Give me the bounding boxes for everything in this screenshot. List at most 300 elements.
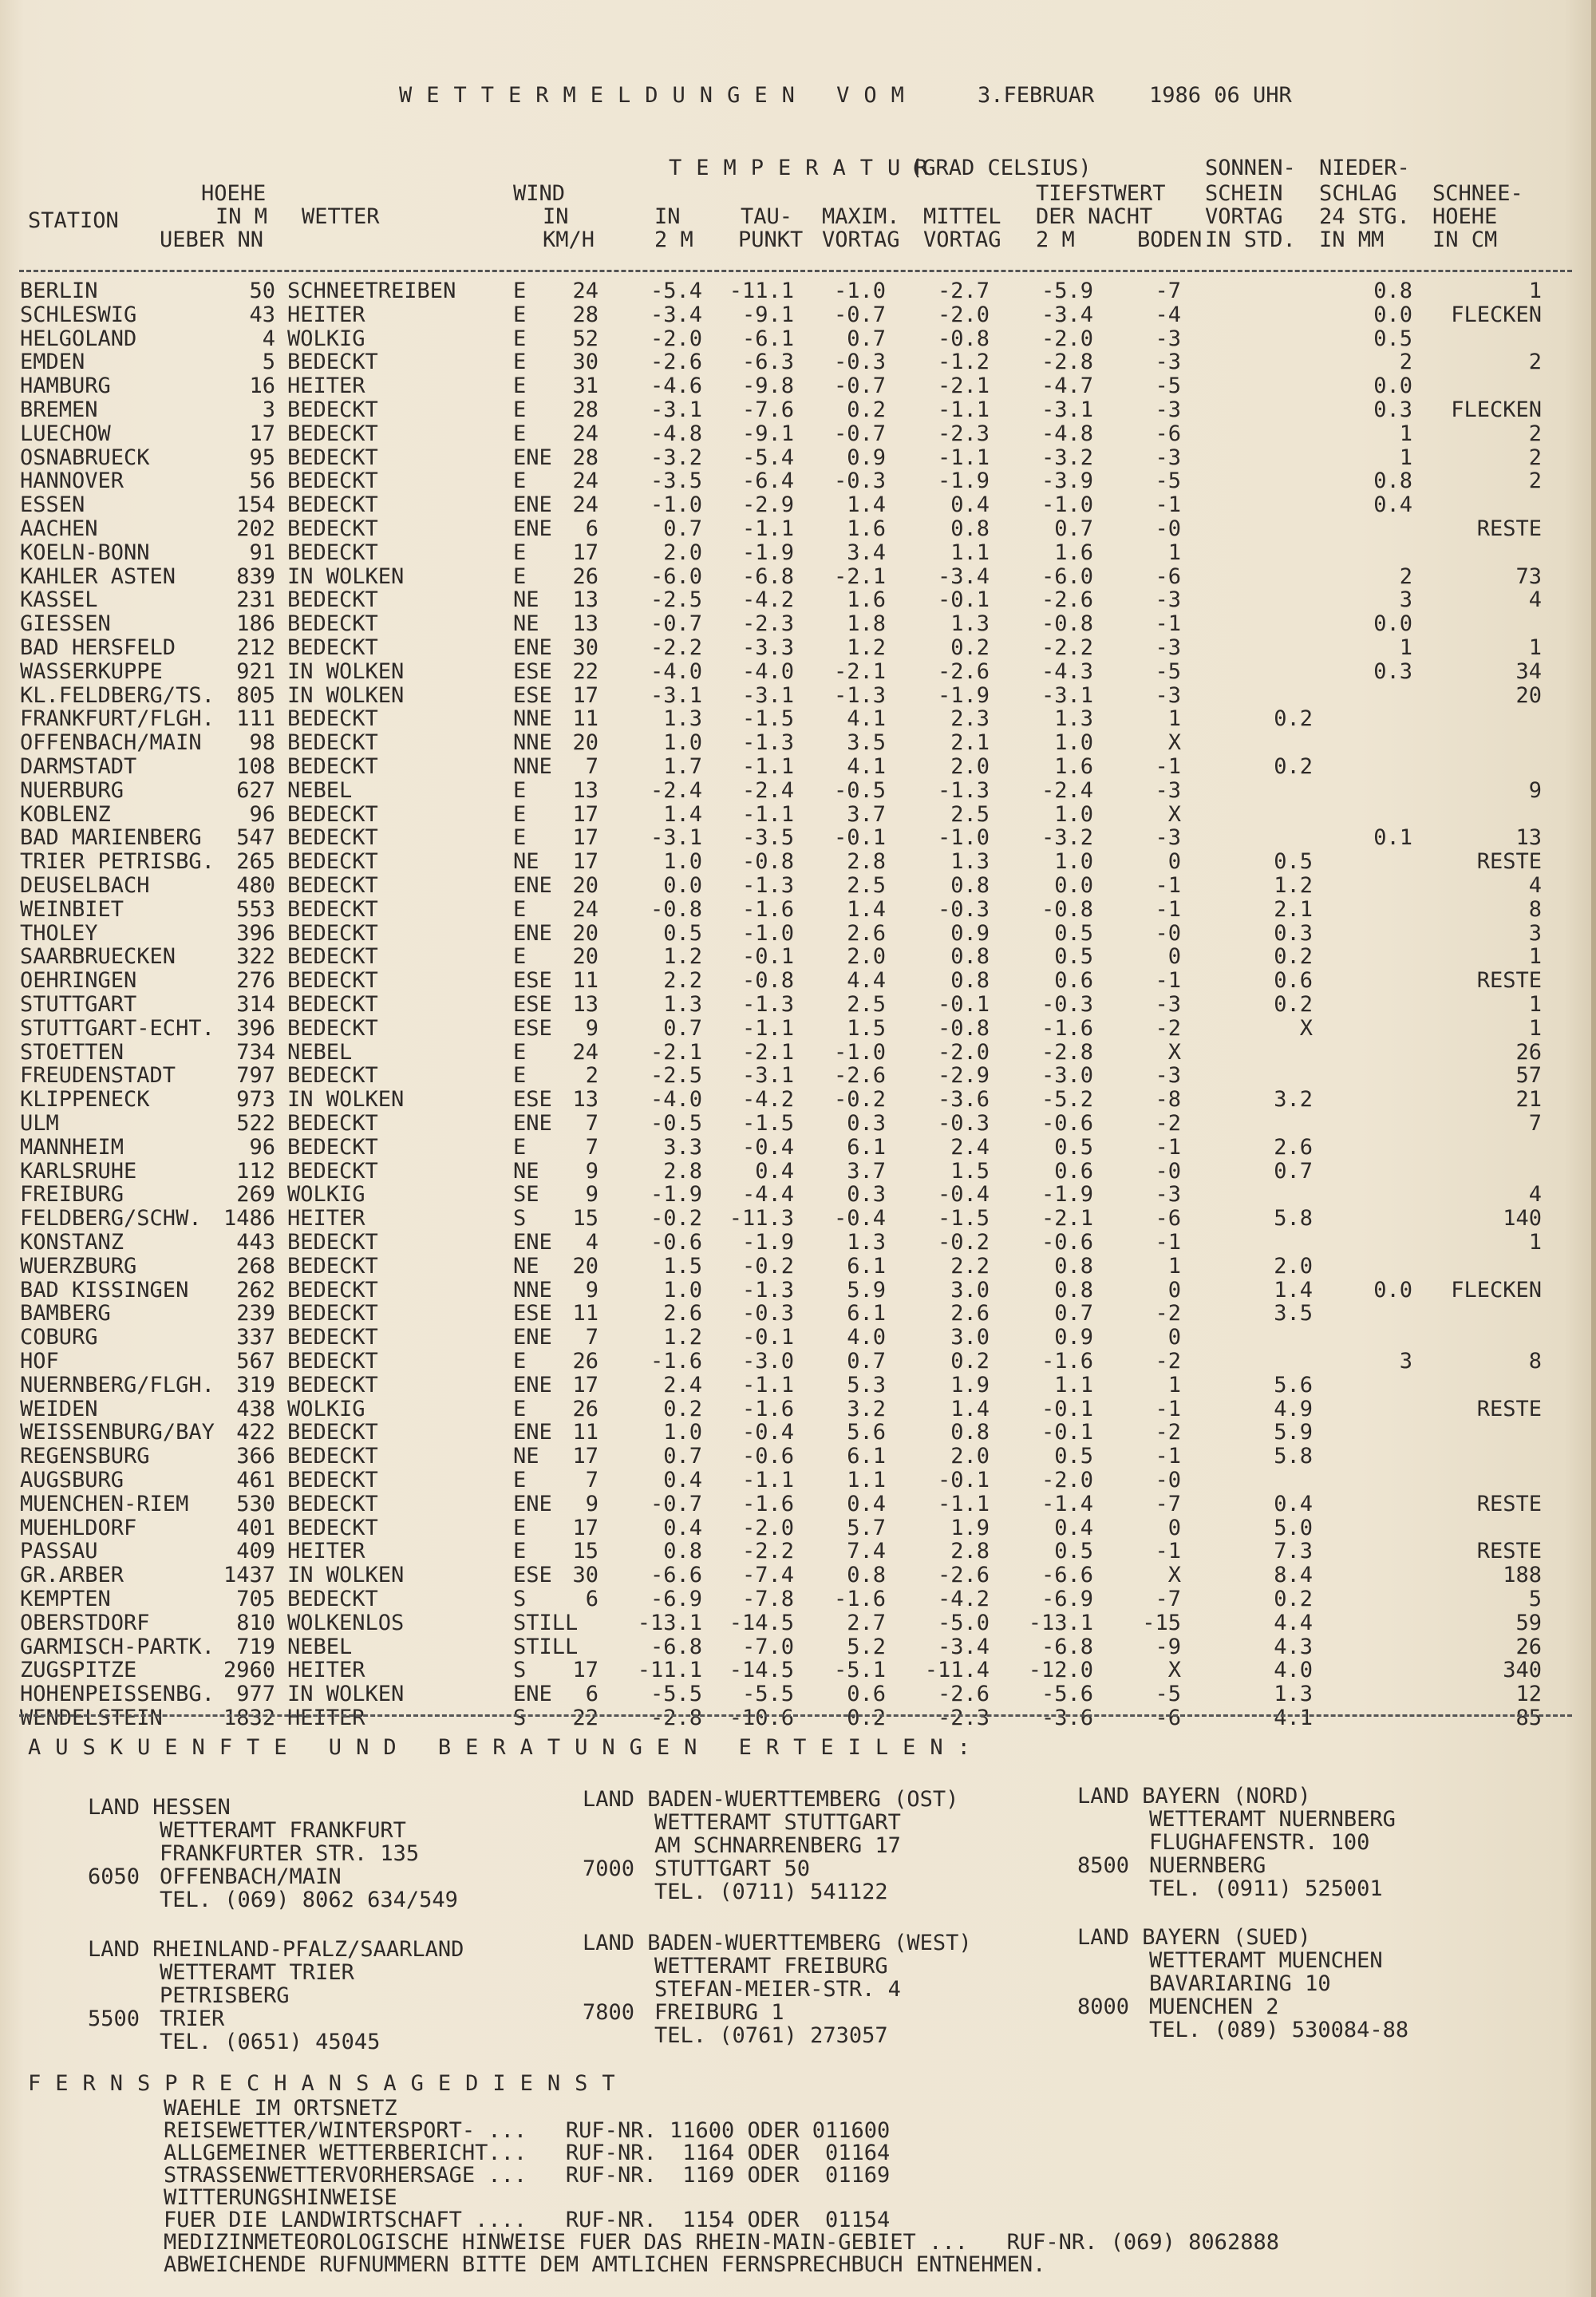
- cell-temp-2m: -6.0: [650, 564, 702, 589]
- cell-station: OSNABRUECK: [20, 445, 150, 470]
- cell-wind-dir: E: [513, 1539, 527, 1564]
- cell-wind-dir: ENE: [513, 1325, 552, 1350]
- fernsprech-line: WITTERUNGSHINWEISE: [164, 2185, 397, 2210]
- cell-mittel: 2.5: [950, 802, 990, 827]
- cell-maxim: 2.6: [847, 921, 886, 946]
- cell-hoehe: 43: [249, 302, 275, 327]
- cell-taupunkt: -1.1: [741, 802, 794, 827]
- table-row: [0, 1564, 1596, 1587]
- cell-station: THOLEY: [20, 921, 98, 946]
- table-end-rule: [19, 1714, 1572, 1717]
- cell-schnee: 1: [1528, 279, 1542, 303]
- auskunft-heading: AUSKUENFTE UND BERATUNGEN ERTEILEN:: [28, 1735, 985, 1760]
- contact-street: STEFAN-MEIER-STR. 4: [654, 1977, 901, 2002]
- cell-temp-2m: -2.4: [650, 778, 702, 803]
- table-row: [0, 588, 1596, 612]
- cell-taupunkt: -0.6: [741, 1444, 794, 1469]
- cell-hoehe: 108: [236, 754, 275, 779]
- cell-station: PASSAU: [20, 1539, 98, 1564]
- cell-tiefst-2m: -2.0: [1041, 326, 1093, 351]
- cell-sonne: 4.3: [1274, 1635, 1313, 1659]
- cell-tiefst-2m: 0.7: [1054, 516, 1093, 541]
- cell-station: DARMSTADT: [20, 754, 137, 779]
- cell-boden: -3: [1155, 587, 1181, 612]
- cell-wind-speed: 13: [572, 992, 598, 1017]
- cell-wetter: WOLKIG: [287, 1182, 365, 1207]
- cell-taupunkt: -6.1: [741, 326, 794, 351]
- table-row: [0, 350, 1596, 374]
- cell-station: NUERBURG: [20, 778, 124, 803]
- cell-taupunkt: -9.1: [741, 421, 794, 446]
- cell-boden: -1: [1155, 897, 1181, 922]
- table-row: [0, 1041, 1596, 1065]
- cell-wind-dir: ESE: [513, 1563, 552, 1587]
- cell-station: OBERSTDORF: [20, 1611, 150, 1635]
- cell-wetter: IN WOLKEN: [287, 659, 405, 684]
- cell-taupunkt: -0.4: [741, 1420, 794, 1445]
- cell-boden: -0: [1155, 516, 1181, 541]
- cell-taupunkt: -1.3: [741, 992, 794, 1017]
- cell-mittel: -0.2: [937, 1230, 990, 1255]
- cell-temp-2m: -2.1: [650, 1040, 702, 1065]
- cell-wetter: IN WOLKEN: [287, 1682, 405, 1706]
- cell-wind-speed: 7: [585, 754, 598, 779]
- cell-wind-dir: ESE: [513, 1087, 552, 1112]
- cell-temp-2m: -1.9: [650, 1182, 702, 1207]
- cell-hoehe: 977: [236, 1682, 275, 1706]
- cell-mittel: -3.4: [937, 564, 990, 589]
- cell-station: KAHLER ASTEN: [20, 564, 176, 589]
- cell-wetter: NEBEL: [287, 778, 353, 803]
- cell-temp-2m: 0.0: [663, 873, 702, 898]
- cell-hoehe: 3: [262, 397, 275, 422]
- cell-temp-2m: 1.0: [663, 1278, 702, 1303]
- cell-mittel: 1.3: [950, 611, 990, 636]
- header-tiefst-2: DER NACHT: [1036, 204, 1153, 229]
- cell-wetter: BEDECKT: [287, 897, 378, 922]
- cell-wetter: BEDECKT: [287, 849, 378, 874]
- cell-wind-dir: ESE: [513, 659, 552, 684]
- cell-hoehe: 530: [236, 1492, 275, 1516]
- cell-sonne: 4.0: [1274, 1658, 1313, 1682]
- cell-tiefst-2m: -2.1: [1041, 1206, 1093, 1231]
- cell-wetter: HEITER: [287, 1706, 365, 1730]
- cell-tiefst-2m: -0.6: [1041, 1230, 1093, 1255]
- cell-wind-speed: 24: [572, 421, 598, 446]
- contact-zip: 6050: [88, 1864, 140, 1889]
- cell-tiefst-2m: -3.4: [1041, 302, 1093, 327]
- cell-boden: -5: [1155, 468, 1181, 493]
- table-row: [0, 922, 1596, 946]
- cell-sonne: 0.2: [1274, 706, 1313, 731]
- cell-taupunkt: -1.1: [741, 1373, 794, 1398]
- cell-schnee: 73: [1515, 564, 1542, 589]
- cell-wind-dir: ENE: [513, 516, 552, 541]
- cell-tiefst-2m: -3.1: [1041, 397, 1093, 422]
- cell-wind-speed: 24: [572, 1040, 598, 1065]
- cell-taupunkt: -1.5: [741, 1111, 794, 1136]
- table-row: [0, 1374, 1596, 1398]
- cell-wind-dir: E: [513, 1063, 527, 1088]
- cell-wind-speed: 28: [572, 397, 598, 422]
- cell-taupunkt: -3.0: [741, 1349, 794, 1374]
- cell-wetter: BEDECKT: [287, 1373, 378, 1398]
- cell-wind-speed: 17: [572, 1658, 598, 1682]
- cell-maxim: -0.4: [833, 1206, 886, 1231]
- cell-temp-2m: -1.6: [650, 1349, 702, 1374]
- cell-wind-speed: 20: [572, 1254, 598, 1279]
- cell-station: HOHENPEISSENBG.: [20, 1682, 215, 1706]
- cell-nieder: 0.4: [1373, 492, 1412, 517]
- cell-temp-2m: 0.4: [663, 1468, 702, 1492]
- cell-boden: -15: [1142, 1611, 1181, 1635]
- cell-temp-2m: -0.7: [650, 611, 702, 636]
- table-row: [0, 1231, 1596, 1255]
- table-row: [0, 660, 1596, 684]
- cell-nieder: 1: [1399, 421, 1412, 446]
- header-mittel-2: VORTAG: [923, 227, 1001, 252]
- cell-wetter: NEBEL: [287, 1040, 353, 1065]
- cell-maxim: 0.8: [847, 1563, 886, 1587]
- cell-nieder: 0.0: [1373, 374, 1412, 398]
- cell-wetter: BEDECKT: [287, 516, 378, 541]
- cell-taupunkt: -6.3: [741, 350, 794, 374]
- cell-mittel: -0.1: [937, 992, 990, 1017]
- cell-temp-2m: 1.2: [663, 944, 702, 969]
- cell-wind-dir: E: [513, 421, 527, 446]
- cell-tiefst-2m: -3.9: [1041, 468, 1093, 493]
- cell-nieder: 0.8: [1373, 468, 1412, 493]
- cell-boden: -5: [1155, 374, 1181, 398]
- cell-sonne: 0.6: [1274, 968, 1313, 993]
- header-hoehe-2: IN M: [215, 204, 268, 229]
- cell-hoehe: 2960: [223, 1658, 275, 1682]
- cell-mittel: 0.4: [950, 492, 990, 517]
- cell-wetter: BEDECKT: [287, 1468, 378, 1492]
- cell-boden: -2: [1155, 1349, 1181, 1374]
- cell-sonne: 0.2: [1274, 1587, 1313, 1611]
- cell-sonne: 0.7: [1274, 1159, 1313, 1184]
- cell-wetter: IN WOLKEN: [287, 564, 405, 589]
- cell-taupunkt: -1.3: [741, 1278, 794, 1303]
- cell-tiefst-2m: -3.2: [1041, 825, 1093, 850]
- cell-wind-dir: S: [513, 1587, 527, 1611]
- cell-boden: -7: [1155, 279, 1181, 303]
- cell-temp-2m: 2.4: [663, 1373, 702, 1398]
- cell-maxim: 1.3: [847, 1230, 886, 1255]
- cell-hoehe: 337: [236, 1325, 275, 1350]
- cell-hoehe: 56: [249, 468, 275, 493]
- cell-taupunkt: -9.1: [741, 302, 794, 327]
- cell-taupunkt: -5.5: [741, 1682, 794, 1706]
- contact-zip: 7000: [583, 1856, 635, 1881]
- cell-maxim: 2.0: [847, 944, 886, 969]
- cell-wind-dir: ENE: [513, 1420, 552, 1445]
- cell-station: REGENSBURG: [20, 1444, 150, 1469]
- cell-taupunkt: -3.1: [741, 683, 794, 708]
- cell-maxim: 1.4: [847, 897, 886, 922]
- table-row: [0, 731, 1596, 755]
- cell-station: WEISSENBURG/BAY: [20, 1420, 215, 1445]
- cell-station: TRIER PETRISBG.: [20, 849, 215, 874]
- cell-tiefst-2m: 0.5: [1054, 1135, 1093, 1160]
- table-row: [0, 327, 1596, 351]
- cell-wind-dir: E: [513, 1349, 527, 1374]
- cell-wind-dir: S: [513, 1658, 527, 1682]
- cell-wind-dir: NNE: [513, 1278, 552, 1303]
- table-row: [0, 493, 1596, 517]
- cell-hoehe: 1832: [223, 1706, 275, 1730]
- table-row: [0, 1350, 1596, 1374]
- cell-tiefst-2m: 1.6: [1054, 754, 1093, 779]
- cell-maxim: 3.5: [847, 730, 886, 755]
- cell-sonne: 5.0: [1274, 1516, 1313, 1540]
- cell-wind-dir: NE: [513, 611, 539, 636]
- cell-mittel: 2.1: [950, 730, 990, 755]
- cell-maxim: 6.1: [847, 1254, 886, 1279]
- cell-mittel: 1.9: [950, 1373, 990, 1398]
- cell-station: STUTTGART-ECHT.: [20, 1016, 215, 1041]
- contact-office: WETTERAMT TRIER: [160, 1960, 354, 1985]
- contact-zip: 8500: [1077, 1853, 1130, 1878]
- header-tiefst-4: BODEN: [1137, 227, 1203, 252]
- cell-hoehe: 96: [249, 1135, 275, 1160]
- cell-boden: -1: [1155, 873, 1181, 898]
- cell-sonne: 0.2: [1274, 944, 1313, 969]
- cell-tiefst-2m: -6.9: [1041, 1587, 1093, 1611]
- cell-mittel: 1.5: [950, 1159, 990, 1184]
- cell-wetter: HEITER: [287, 1658, 365, 1682]
- cell-wind-speed: 7: [585, 1111, 598, 1136]
- table-row: [0, 707, 1596, 731]
- cell-tiefst-2m: 0.8: [1054, 1254, 1093, 1279]
- cell-temp-2m: -2.6: [650, 350, 702, 374]
- cell-taupunkt: -1.9: [741, 1230, 794, 1255]
- cell-mittel: -1.2: [937, 350, 990, 374]
- cell-sonne: 4.4: [1274, 1611, 1313, 1635]
- header-sonne-1: SONNEN-: [1205, 156, 1296, 180]
- cell-wind-speed: 17: [572, 849, 598, 874]
- cell-hoehe: 1437: [223, 1563, 275, 1587]
- cell-wind-dir: SE: [513, 1182, 539, 1207]
- cell-schnee: 2: [1528, 350, 1542, 374]
- cell-wind-speed: 15: [572, 1206, 598, 1231]
- cell-boden: 1: [1167, 1254, 1181, 1279]
- cell-wind-dir: E: [513, 564, 527, 589]
- cell-sonne: 5.8: [1274, 1444, 1313, 1469]
- cell-wind-dir: E: [513, 1040, 527, 1065]
- cell-tiefst-2m: -1.4: [1041, 1492, 1093, 1516]
- cell-mittel: -2.1: [937, 374, 990, 398]
- cell-temp-2m: 0.5: [663, 921, 702, 946]
- cell-nieder: 0.3: [1373, 397, 1412, 422]
- cell-temp-2m: -2.5: [650, 1063, 702, 1088]
- table-row: [0, 1635, 1596, 1659]
- cell-wetter: BEDECKT: [287, 706, 378, 731]
- header-sonne-4: IN STD.: [1205, 227, 1296, 252]
- cell-taupunkt: -6.8: [741, 564, 794, 589]
- contact-land: LAND RHEINLAND-PFALZ/SAARLAND: [88, 1937, 464, 1962]
- contact-phone: TEL. (0911) 525001: [1149, 1876, 1383, 1901]
- cell-hoehe: 319: [236, 1373, 275, 1398]
- cell-wind-dir: E: [513, 350, 527, 374]
- cell-wetter: BEDECKT: [287, 1063, 378, 1088]
- cell-tiefst-2m: -5.2: [1041, 1087, 1093, 1112]
- cell-tiefst-2m: -3.2: [1041, 445, 1093, 470]
- cell-mittel: 0.8: [950, 944, 990, 969]
- cell-wind-speed: 13: [572, 778, 598, 803]
- cell-wind-speed: 2: [585, 1063, 598, 1088]
- cell-temp-2m: -3.2: [650, 445, 702, 470]
- fernsprech-abweichend: ABWEICHENDE RUFNUMMERN BITTE DEM AMTLICHEN FERNSPRECHBUCH ENTNEHMEN.: [164, 2252, 1046, 2277]
- cell-hoehe: 973: [236, 1087, 275, 1112]
- cell-mittel: -0.1: [937, 587, 990, 612]
- cell-tiefst-2m: 1.0: [1054, 849, 1093, 874]
- cell-station: AUGSBURG: [20, 1468, 124, 1492]
- table-row: [0, 993, 1596, 1017]
- cell-boden: -3: [1155, 635, 1181, 660]
- cell-temp-2m: -3.1: [650, 397, 702, 422]
- cell-station: GIESSEN: [20, 611, 111, 636]
- cell-sonne: 2.0: [1274, 1254, 1313, 1279]
- cell-wind-speed: 11: [572, 1301, 598, 1326]
- cell-wetter: BEDECKT: [287, 1016, 378, 1041]
- cell-schnee: 8: [1528, 897, 1542, 922]
- cell-mittel: 2.6: [950, 1301, 990, 1326]
- cell-mittel: -2.6: [937, 659, 990, 684]
- cell-wind-dir: E: [513, 326, 527, 351]
- cell-wind-speed: 17: [572, 1444, 598, 1469]
- cell-maxim: 2.7: [847, 1611, 886, 1635]
- table-row: [0, 374, 1596, 398]
- cell-station: STOETTEN: [20, 1040, 124, 1065]
- cell-wind-speed: 17: [572, 1516, 598, 1540]
- cell-boden: -3: [1155, 778, 1181, 803]
- cell-nieder: 2: [1399, 564, 1412, 589]
- cell-temp-2m: -0.6: [650, 1230, 702, 1255]
- header-rule: [19, 270, 1572, 272]
- cell-hoehe: 186: [236, 611, 275, 636]
- cell-tiefst-2m: -4.3: [1041, 659, 1093, 684]
- cell-maxim: 4.0: [847, 1325, 886, 1350]
- cell-maxim: 1.4: [847, 492, 886, 517]
- cell-temp-2m: -1.0: [650, 492, 702, 517]
- contact-zip: 5500: [88, 2006, 140, 2031]
- cell-station: HANNOVER: [20, 468, 124, 493]
- cell-temp-2m: 1.2: [663, 1325, 702, 1350]
- contact-city: FREIBURG 1: [654, 2000, 784, 2025]
- contact-city: MUENCHEN 2: [1149, 1995, 1279, 2019]
- cell-mittel: 3.0: [950, 1325, 990, 1350]
- cell-mittel: 1.3: [950, 849, 990, 874]
- fernsprech-heading: FERNSPRECHANSAGEDIENST: [28, 2071, 630, 2096]
- cell-hoehe: 98: [249, 730, 275, 755]
- cell-wind-dir: NNE: [513, 754, 552, 779]
- cell-hoehe: 16: [249, 374, 275, 398]
- table-row: [0, 1088, 1596, 1112]
- cell-tiefst-2m: -1.9: [1041, 1182, 1093, 1207]
- cell-taupunkt: -0.8: [741, 849, 794, 874]
- cell-boden: -4: [1155, 302, 1181, 327]
- table-row: [0, 1540, 1596, 1564]
- cell-tiefst-2m: -2.8: [1041, 350, 1093, 374]
- cell-mittel: -2.0: [937, 302, 990, 327]
- cell-wind-dir: ENE: [513, 635, 552, 660]
- cell-station: NUERNBERG/FLGH.: [20, 1373, 215, 1398]
- cell-tiefst-2m: -0.8: [1041, 897, 1093, 922]
- cell-boden: 0: [1167, 1325, 1181, 1350]
- cell-taupunkt: -0.4: [741, 1135, 794, 1160]
- cell-mittel: -0.3: [937, 1111, 990, 1136]
- cell-taupunkt: -7.8: [741, 1587, 794, 1611]
- cell-boden: -3: [1155, 825, 1181, 850]
- cell-schnee: 340: [1503, 1658, 1542, 1682]
- cell-maxim: 0.3: [847, 1182, 886, 1207]
- cell-wetter: BEDECKT: [287, 1254, 378, 1279]
- header-tau-2: PUNKT: [738, 227, 804, 252]
- cell-hoehe: 4: [262, 326, 275, 351]
- cell-wind-dir: STILL: [513, 1635, 579, 1659]
- cell-temp-2m: 2.8: [663, 1159, 702, 1184]
- cell-station: KEMPTEN: [20, 1587, 111, 1611]
- cell-station: WEIDEN: [20, 1397, 98, 1421]
- contact-street: AM SCHNARRENBERG 17: [654, 1833, 901, 1858]
- cell-schnee: 20: [1515, 683, 1542, 708]
- cell-maxim: -0.1: [833, 825, 886, 850]
- cell-taupunkt: -5.4: [741, 445, 794, 470]
- contact-phone: TEL. (0711) 541122: [654, 1880, 888, 1904]
- table-row: [0, 850, 1596, 874]
- cell-sonne: 4.9: [1274, 1397, 1313, 1421]
- cell-temp-2m: -6.6: [650, 1563, 702, 1587]
- cell-schnee: 9: [1528, 778, 1542, 803]
- cell-tiefst-2m: -0.1: [1041, 1420, 1093, 1445]
- cell-tiefst-2m: -2.4: [1041, 778, 1093, 803]
- cell-wind-speed: 9: [585, 1159, 598, 1184]
- cell-wetter: BEDECKT: [287, 1325, 378, 1350]
- table-row: [0, 1421, 1596, 1445]
- cell-maxim: -2.1: [833, 564, 886, 589]
- cell-hoehe: 314: [236, 992, 275, 1017]
- table-row: [0, 969, 1596, 993]
- cell-mittel: -0.3: [937, 897, 990, 922]
- cell-hoehe: 5: [262, 350, 275, 374]
- cell-boden: -2: [1155, 1420, 1181, 1445]
- cell-temp-2m: -4.0: [650, 1087, 702, 1112]
- cell-station: COBURG: [20, 1325, 98, 1350]
- cell-sonne: X: [1299, 1016, 1313, 1041]
- cell-mittel: -5.0: [937, 1611, 990, 1635]
- table-row: [0, 446, 1596, 470]
- cell-wetter: BEDECKT: [287, 1301, 378, 1326]
- cell-wetter: BEDECKT: [287, 1111, 378, 1136]
- table-row: [0, 1064, 1596, 1088]
- cell-temp-2m: 0.8: [663, 1539, 702, 1564]
- cell-boden: -1: [1155, 968, 1181, 993]
- cell-sonne: 0.4: [1274, 1492, 1313, 1516]
- cell-temp-2m: -0.7: [650, 1492, 702, 1516]
- cell-mittel: 2.2: [950, 1254, 990, 1279]
- cell-boden: 1: [1167, 706, 1181, 731]
- cell-temp-2m: 1.7: [663, 754, 702, 779]
- header-mittel-1: MITTEL: [923, 204, 1001, 229]
- cell-wind-dir: NNE: [513, 730, 552, 755]
- cell-station: ESSEN: [20, 492, 85, 517]
- table-row: [0, 1255, 1596, 1279]
- cell-sonne: 1.4: [1274, 1278, 1313, 1303]
- cell-tiefst-2m: 0.0: [1054, 873, 1093, 898]
- cell-wind-dir: ENE: [513, 1492, 552, 1516]
